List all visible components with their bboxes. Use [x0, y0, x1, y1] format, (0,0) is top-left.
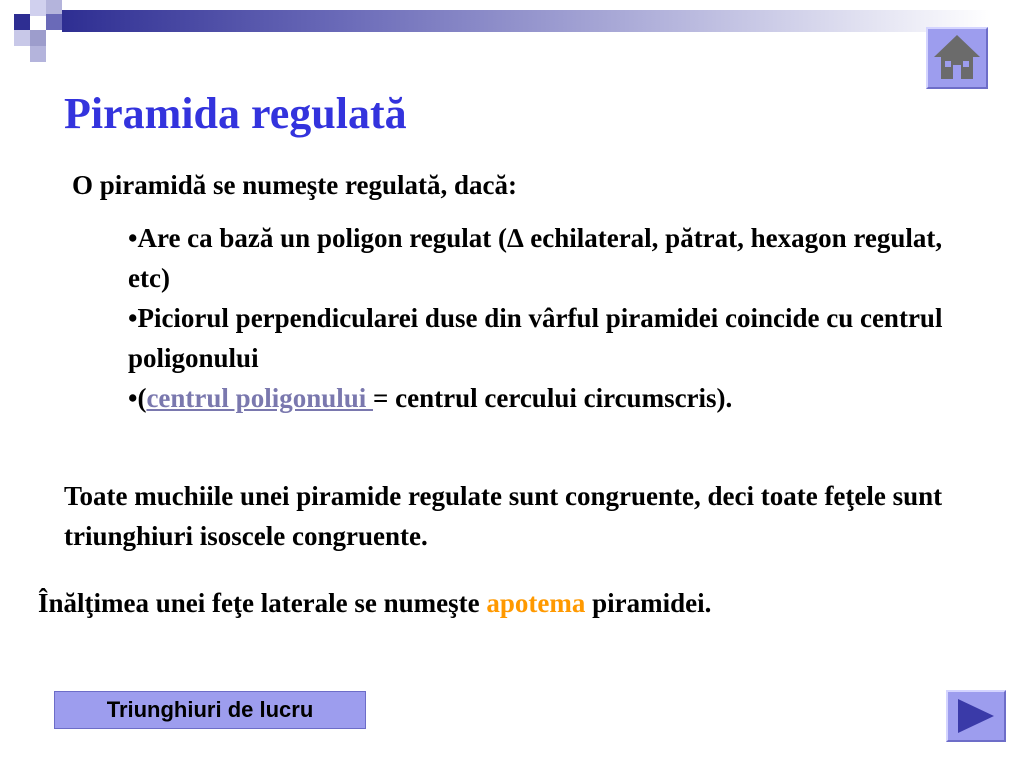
apotema-prefix: Înălţimea unei feţe laterale se numeşte: [38, 588, 487, 618]
play-arrow-icon: [948, 692, 1004, 740]
intro-text: O piramidă se numeşte regulată, dacă:: [72, 170, 517, 200]
bullet-perpendicular: •Piciorul perpendicularei duse din vârful piramidei coincide cu centrul poligonului: [128, 303, 943, 373]
bullet-list: [128, 218, 948, 418]
bullet-center-prefix: •(: [128, 383, 147, 413]
top-gradient-bar: [62, 10, 992, 32]
muchii-paragraph: Toate muchiile unei piramide regulate sunt congruente, deci toate feţele sunt triunghiuri isoscele congruente.: [64, 481, 943, 551]
centrul-poligonului-link[interactable]: centrul poligonului: [146, 383, 373, 413]
bullet-center-suffix: = centrul cercului circumscris).: [373, 383, 733, 413]
triunghiuri-de-lucru-button[interactable]: Triunghiuri de lucru: [54, 691, 366, 729]
bullet-base: •Are ca bază un poligon regulat (∆ echilateral, pătrat, hexagon regulat, etc): [128, 223, 943, 293]
bullet-center: [128, 378, 948, 418]
apotema-highlight: apotema: [486, 588, 586, 618]
next-slide-button[interactable]: [946, 690, 1006, 742]
apotema-suffix: piramidei.: [585, 588, 712, 618]
home-button[interactable]: [926, 27, 988, 89]
apotema-paragraph: [38, 588, 711, 619]
page-title: Piramida regulată: [64, 89, 407, 138]
home-icon: [928, 29, 986, 87]
